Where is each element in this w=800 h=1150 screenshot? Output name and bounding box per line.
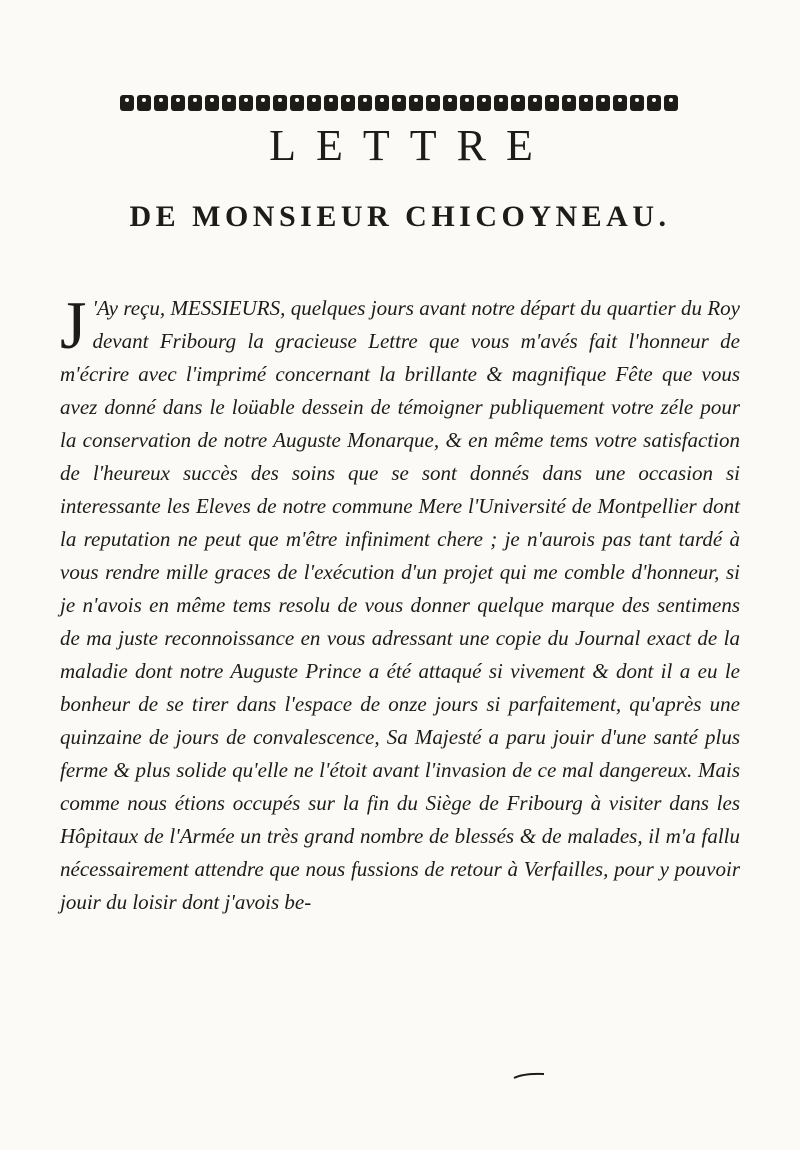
letter-body-text: 'Ay reçu, MESSIEURS, quelques jours avant notre départ du quartier du Roy devant Fribourg la gracieuse Lettre que vous m'avés fait l'honneur de m'écrire avec l'imprimé concernant la brillante & magnifique Fête que vous avez donné dans le loüable dessein de témoigner publiquement votre zéle pour la conservation de notre Auguste Monarque, & en même tems votre satisfaction de l'heureux succès des soins que se sont donnés dans une occasion si interessante les Eleves de notre commune Mere l'Université de Montpellier dont la reputation ne peut que m'être infiniment chere ; je n'aurois pas tant tardé à vous rendre mille graces de l'exécution d'un projet qui me comble d'honneur, si je n'avois en même tems resolu de vous donner quelque marque des sentimens de ma juste reconnoissance en vous adressant une copie du Journal exact de la maladie dont notre Auguste Prince a été attaqué si vivement & dont il a eu le bonheur de se tirer dans l'espace de onze jours si parfaitement, qu'après une quinzaine de jours de convalescence, Sa Majesté a paru jouir d'une santé plus ferme & plus solide qu'elle ne l'étoit avant l'invasion de ce mal dangereux. Mais comme nous étions occupés sur la fin du Siège de Fribourg à visiter dans les Hôpitaux de l'Armée un très grand nombre de blessés & de malades, il m'a fallu nécessairement attendre que nous fussions de retour à Verfailles, pour y pouvoir jouir du loisir dont j'avois be- (60, 296, 740, 914)
ornament-band (120, 92, 684, 114)
letter-body-paragraph (60, 287, 740, 919)
drop-cap: J (60, 287, 87, 363)
catchword-mark (512, 1072, 546, 1080)
letter-subtitle: DE MONSIEUR CHICOYNEAU. (129, 200, 671, 233)
letter-title: LETTRE (269, 121, 553, 170)
